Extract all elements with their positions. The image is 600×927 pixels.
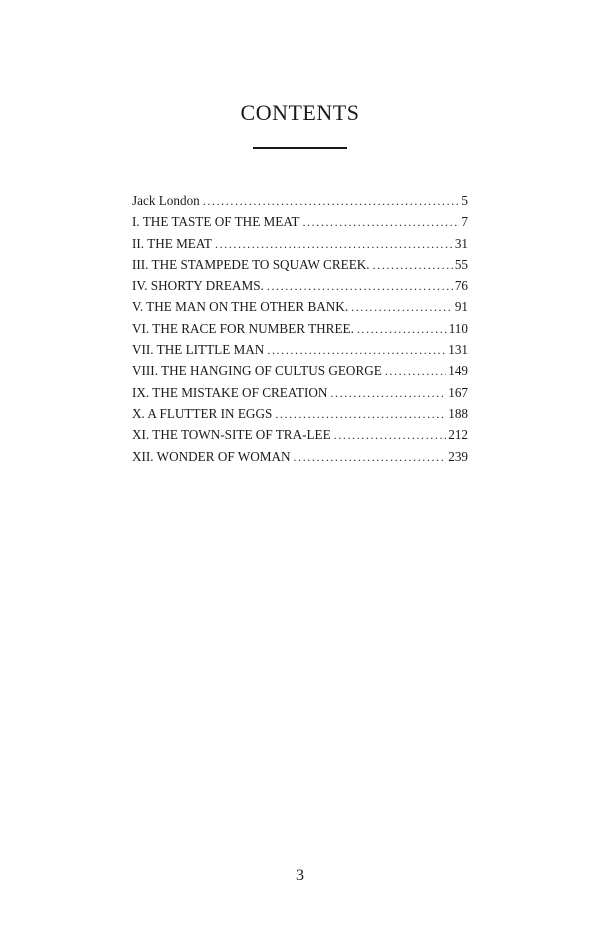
dot-leader <box>267 340 446 361</box>
toc-entry-page: 55 <box>454 256 468 272</box>
toc-entry-title: III. THE STAMPEDE TO SQUAW CREEK. <box>132 256 370 272</box>
dot-leader <box>351 297 453 318</box>
toc-entry-page: 149 <box>448 363 468 379</box>
toc-entry-page: 76 <box>454 278 468 294</box>
toc-entry-page: 5 <box>461 193 468 208</box>
dot-leader <box>215 234 453 255</box>
toc-entry-page: 110 <box>448 320 468 336</box>
toc-entry-title: XI. THE TOWN-SITE OF TRA-LEE <box>132 427 331 443</box>
toc-entry-title: VI. THE RACE FOR NUMBER THREE. <box>132 320 354 336</box>
toc-entry[interactable] <box>132 233 468 254</box>
page-number: 3 <box>296 867 304 884</box>
toc-entry-title: VIII. THE HANGING OF CULTUS GEORGE <box>132 363 382 379</box>
dot-leader <box>330 383 446 404</box>
toc-entry[interactable] <box>132 382 468 403</box>
toc-entry[interactable] <box>132 360 468 381</box>
dot-leader <box>357 319 447 340</box>
toc-entry-title: V. THE MAN ON THE OTHER BANK. <box>132 299 349 315</box>
toc-entry[interactable] <box>132 211 468 232</box>
toc-entry-title: XII. WONDER OF WOMAN <box>132 448 291 464</box>
dot-leader <box>334 425 447 446</box>
toc-entry-title: I. THE TASTE OF THE MEAT <box>132 214 300 230</box>
toc-entry[interactable] <box>132 446 468 467</box>
toc-entry[interactable] <box>132 275 468 296</box>
dot-leader <box>373 255 453 276</box>
heading-rule <box>253 147 347 149</box>
toc-entry-title: VII. THE LITTLE MAN <box>132 342 265 358</box>
toc-entry-page: 239 <box>448 448 468 464</box>
dot-leader <box>275 404 446 425</box>
table-of-contents <box>132 190 468 467</box>
toc-entry-page: 7 <box>461 214 468 230</box>
toc-entry-page: 91 <box>454 299 468 315</box>
toc-entry-page: 212 <box>448 427 468 443</box>
toc-entry-title: Jack London <box>132 193 200 208</box>
toc-entry-page: 167 <box>448 384 468 400</box>
toc-entry[interactable] <box>132 424 468 445</box>
toc-entry[interactable] <box>132 339 468 360</box>
dot-leader <box>385 361 446 382</box>
toc-entry-page: 31 <box>454 235 468 251</box>
toc-entry-title: IV. SHORTY DREAMS. <box>132 278 264 294</box>
dot-leader <box>302 212 459 233</box>
dot-leader <box>203 191 460 212</box>
toc-entry-title: IX. THE MISTAKE OF CREATION <box>132 384 328 400</box>
toc-entry[interactable] <box>132 254 468 275</box>
contents-heading: CONTENTS <box>240 100 360 125</box>
dot-leader <box>267 276 453 297</box>
toc-entry[interactable] <box>132 403 468 424</box>
toc-entry-title: X. A FLUTTER IN EGGS <box>132 405 273 421</box>
toc-entry-page: 131 <box>448 342 468 358</box>
toc-entry-page: 188 <box>448 405 468 421</box>
dot-leader <box>294 447 447 468</box>
toc-entry[interactable] <box>132 190 468 211</box>
toc-entry[interactable] <box>132 318 468 339</box>
toc-entry[interactable] <box>132 296 468 317</box>
toc-entry-title: II. THE MEAT <box>132 235 212 251</box>
